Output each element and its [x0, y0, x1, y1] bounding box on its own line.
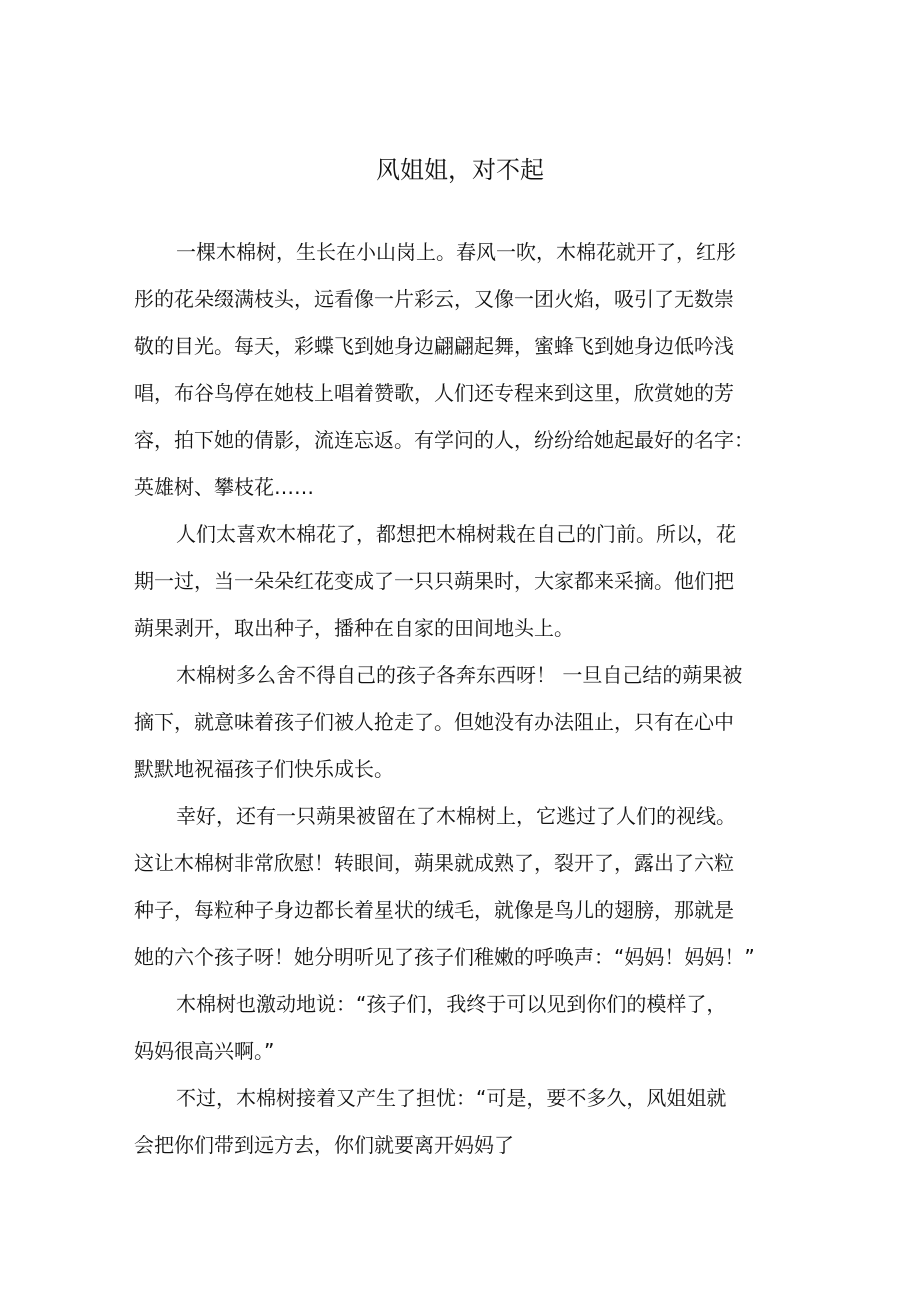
text-line: 这让木棉树非常欣慰！转眼间，蒴果就成熟了，裂开了，露出了六粒 — [134, 851, 734, 875]
document-title: 风姐姐，对不起 — [376, 156, 544, 184]
text-line: 默默地祝福孩子们快乐成长。 — [134, 757, 394, 781]
paragraph-4 — [134, 793, 754, 981]
text-line: 幸好，还有一只蒴果被留在了木棉树上，它逃过了人们的视线。 — [176, 804, 736, 828]
text-line: 她的六个孩子呀！她分明听见了孩子们稚嫩的呼唤声：“妈妈！妈妈！” — [134, 945, 755, 969]
text-line: 英雄树、攀枝花…… — [134, 475, 314, 499]
text-line: 一棵木棉树，生长在小山岗上。春风一吹，木棉花就开了，红彤 — [176, 240, 736, 264]
paragraph-1 — [134, 229, 754, 511]
text-line: 种子，每粒种子身边都长着星状的绒毛，就像是鸟儿的翅膀，那就是 — [134, 898, 734, 922]
text-line: 不过，木棉树接着又产生了担忧：“可是，要不多久，风姐姐就 — [176, 1086, 727, 1110]
text-line: 蒴果剥开，取出种子，播种在自家的田间地头上。 — [134, 616, 574, 640]
text-line: 敬的目光。每天，彩蝶飞到她身边翩翩起舞，蜜蜂飞到她身边低吟浅 — [134, 334, 734, 358]
paragraph-6 — [134, 1075, 754, 1169]
text-line: 木棉树也激动地说：“孩子们，我终于可以见到你们的模样了， — [176, 992, 727, 1016]
text-line: 人们太喜欢木棉花了，都想把木棉树栽在自己的门前。所以，花 — [176, 522, 736, 546]
text-line: 容，拍下她的倩影，流连忘返。有学问的人，纷纷给她起最好的名字： — [134, 428, 754, 452]
text-line: 会把你们带到远方去，你们就要离开妈妈了 — [134, 1133, 514, 1157]
text-line: 期一过，当一朵朵红花变成了一只只蒴果时，大家都来采摘。他们把 — [134, 569, 734, 593]
document-body — [134, 229, 754, 1169]
paragraph-2 — [134, 511, 754, 652]
text-line: 摘下，就意味着孩子们被人抢走了。但她没有办法阻止，只有在心中 — [134, 710, 734, 734]
text-line: 彤的花朵缀满枝头，远看像一片彩云，又像一团火焰，吸引了无数崇 — [134, 287, 734, 311]
text-line: 唱，布谷鸟停在她枝上唱着赞歌，人们还专程来到这里，欣赏她的芳 — [134, 381, 734, 405]
text-line: 妈妈很高兴啊。” — [134, 1039, 275, 1063]
paragraph-5 — [134, 981, 754, 1075]
text-line: 木棉树多么舍不得自己的孩子各奔东西呀！ 一旦自己结的蒴果被 — [176, 663, 743, 687]
paragraph-3 — [134, 652, 754, 793]
